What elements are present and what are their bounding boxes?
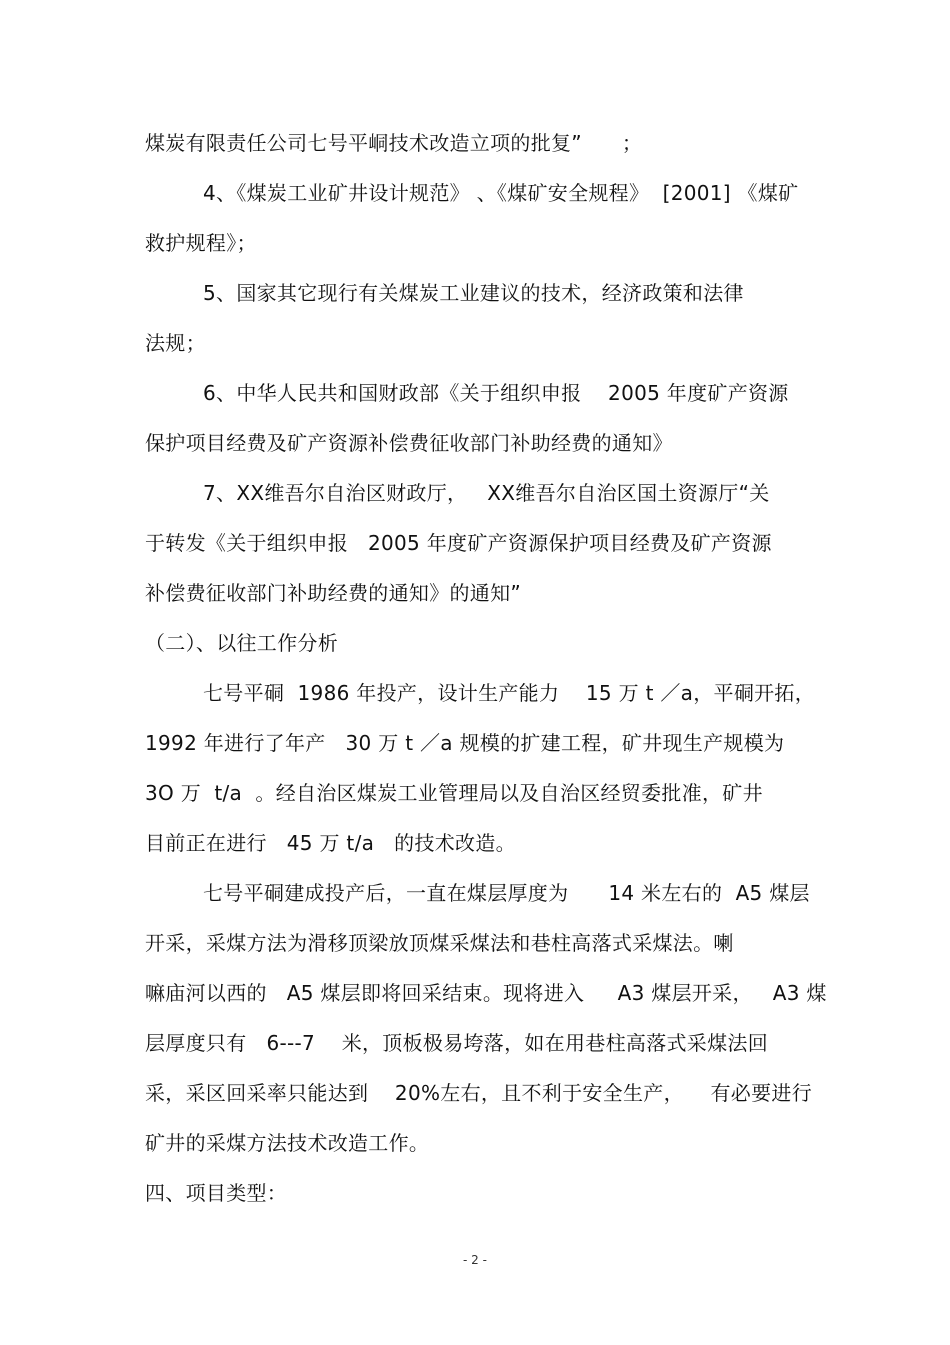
text-line-20: 采，采区回采率只能达到 20%左右，且不利于安全生产， 有必要进行 [145, 1081, 813, 1105]
section-heading-project-type: 四、项目类型： [145, 1181, 288, 1205]
text-line-21: 矿井的采煤方法技术改造工作。 [145, 1131, 430, 1155]
text-line-19: 层厚度只有 6---7 米，顶板极易垮落，如在用巷柱高落式采煤法回 [145, 1031, 769, 1055]
text-line-1: 煤炭有限责任公司七号平峒技术改造立项的批复” ； [145, 131, 643, 155]
text-line-15: 目前正在进行 45 万 t/a 的技术改造。 [145, 831, 516, 855]
text-line-8: 7、XX维吾尔自治区财政厅， XX维吾尔自治区国土资源厅“关 [203, 481, 770, 505]
text-line-12: 七号平硐 1986 年投产，设计生产能力 15 万 t ／a，平硐开拓， [203, 681, 816, 705]
text-line-18: 嘛庙河以西的 A5 煤层即将回采结束。现将进入 A3 煤层开采， A3 煤 [145, 981, 827, 1005]
text-line-2: 4、《煤炭工业矿井设计规范》 、《煤矿安全规程》 [2001] 《煤矿 [203, 181, 799, 205]
text-line-6: 6、中华人民共和国财政部《关于组织申报 2005 年度矿产资源 [203, 381, 789, 405]
text-line-9: 于转发《关于组织申报 2005 年度矿产资源保护项目经费及矿产资源 [145, 531, 772, 555]
text-line-16: 七号平硐建成投产后，一直在煤层厚度为 14 米左右的 A5 煤层 [203, 881, 810, 905]
text-line-7: 保护项目经费及矿产资源补偿费征收部门补助经费的通知》 [145, 431, 673, 455]
text-line-5: 法规； [145, 331, 206, 355]
page-number: - 2 - [463, 1253, 487, 1267]
text-line-4: 5、国家其它现行有关煤炭工业建议的技术，经济政策和法律 [203, 281, 744, 305]
text-line-10: 补偿费征收部门补助经费的通知》的通知” [145, 581, 522, 605]
text-line-13: 1992 年进行了年产 30 万 t ／a 规模的扩建工程，矿井现生产规模为 [145, 731, 785, 755]
section-heading: （二）、以往工作分析 [145, 631, 338, 655]
text-line-14: 3O 万 t/a 。经自治区煤炭工业管理局以及自治区经贸委批准，矿井 [145, 781, 763, 805]
text-line-3: 救护规程》； [145, 231, 257, 255]
text-line-17: 开采，采煤方法为滑移顶梁放顶煤采煤法和巷柱高落式采煤法。喇 [145, 931, 734, 955]
